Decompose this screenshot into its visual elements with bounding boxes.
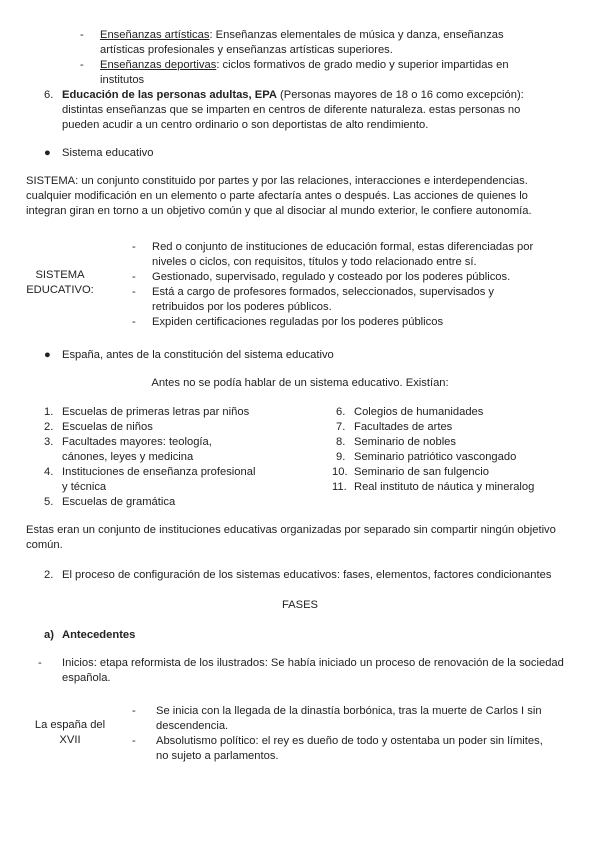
list-item: - Red o conjunto de instituciones de educación formal, estas diferenciadas por niveles o ciclos, con requisitos, títulos y todo relacionado entre sí.: [132, 241, 534, 268]
antes-line: Antes no se podía hablar de un sistema educativo. Existían:: [151, 377, 449, 389]
list-item: 11. Real instituto de náutica y mineralog: [332, 481, 535, 493]
list-item: - Está a cargo de profesores formados, seleccionados, supervisados y retribuidos por los poderes públicos.: [132, 286, 495, 313]
list-item: 8. Seminario de nobles: [336, 436, 456, 448]
list-item: 2. Escuelas de niños: [44, 421, 153, 433]
numbered-item-6: 6. Educación de las personas adultas, EPA (Personas mayores de 18 o 16 como excepción): distintas enseñanzas que se imparten en centros de diferente naturaleza. estas personas no pueden acudir a un centro ordinario o son deportistas de alto rendimiento.: [44, 89, 524, 131]
sistema-definition: SISTEMA: un conjunto constituido por partes y por las relaciones, interacciones e interdependencias. cualquier modificación en un elemento o parte afectaría antes o después. Las acciones de quienes lo integran giran en torno a un objetivo común y que al disociar al mundo exterior, le confiere autonomía.: [26, 175, 532, 217]
list-item: - Enseñanzas artísticas: Enseñanzas elementales de música y danza, enseñanzas artísticas profesionales y enseñanzas artísticas superiores.: [80, 29, 504, 56]
espana-list: [132, 704, 552, 764]
bullet-icon: ●: [44, 147, 51, 159]
list-item: 5. Escuelas de gramática: [44, 496, 176, 508]
list-left: [44, 405, 284, 510]
list-item: - Se inicia con la llegada de la dinastía borbónica, tras la muerte de Carlos I sin descendencia.: [132, 705, 542, 732]
list-item: - Enseñanzas deportivas: ciclos formativos de grado medio y superior impartidas en institutos: [80, 59, 509, 86]
list-item: 6. Colegios de humanidades: [336, 406, 484, 418]
sistema-list: [132, 240, 544, 330]
term-deportivas: Enseñanzas deportivas: [100, 59, 217, 71]
list-item: 10. Seminario de san fulgencio: [332, 466, 489, 478]
bullet-sistema: ● Sistema educativo: [44, 147, 154, 159]
estas-eran-paragraph: Estas eran un conjunto de instituciones educativas organizadas por separado sin compartir ningún objetivo común.: [26, 524, 556, 551]
list-item: 7. Facultades de artes: [336, 421, 453, 433]
espana-label: La españa del XVII: [34, 719, 106, 746]
sistema-label: SISTEMA EDUCATIVO:: [26, 269, 94, 296]
numbered-item-2: 2. El proceso de configuración de los sistemas educativos: fases, elementos, factores condicionantes: [44, 569, 552, 581]
list-item: - Expiden certificaciones reguladas por los poderes públicos: [132, 316, 444, 328]
list-item: 1. Escuelas de primeras letras par niños: [44, 406, 250, 418]
list-item: 3. Facultades mayores: teología, cánones, leyes y medicina: [44, 436, 212, 463]
bullet-icon: ●: [44, 349, 51, 361]
list-item: - Gestionado, supervisado, regulado y costeado por los poderes públicos.: [132, 271, 511, 283]
list-right: [332, 405, 576, 495]
inicios-item: - Inicios: etapa reformista de los ilustrados: Se había iniciado un proceso de renovación de la sociedad española.: [38, 657, 564, 684]
bullet-espana: ● España, antes de la constitución del sistema educativo: [44, 349, 334, 361]
antecedentes-heading: a) Antecedentes: [44, 629, 136, 641]
term-artisticas: Enseñanzas artísticas: [100, 29, 210, 41]
list-item: - Absolutismo político: el rey es dueño de todo y ostentaba un poder sin límites, no sujeto a parlamentos.: [132, 735, 543, 762]
fases-heading: FASES: [281, 599, 319, 611]
list-item: 4. Instituciones de enseñanza profesional y técnica: [44, 466, 256, 493]
list-item: 9. Seminario patriótico vascongado: [336, 451, 517, 463]
